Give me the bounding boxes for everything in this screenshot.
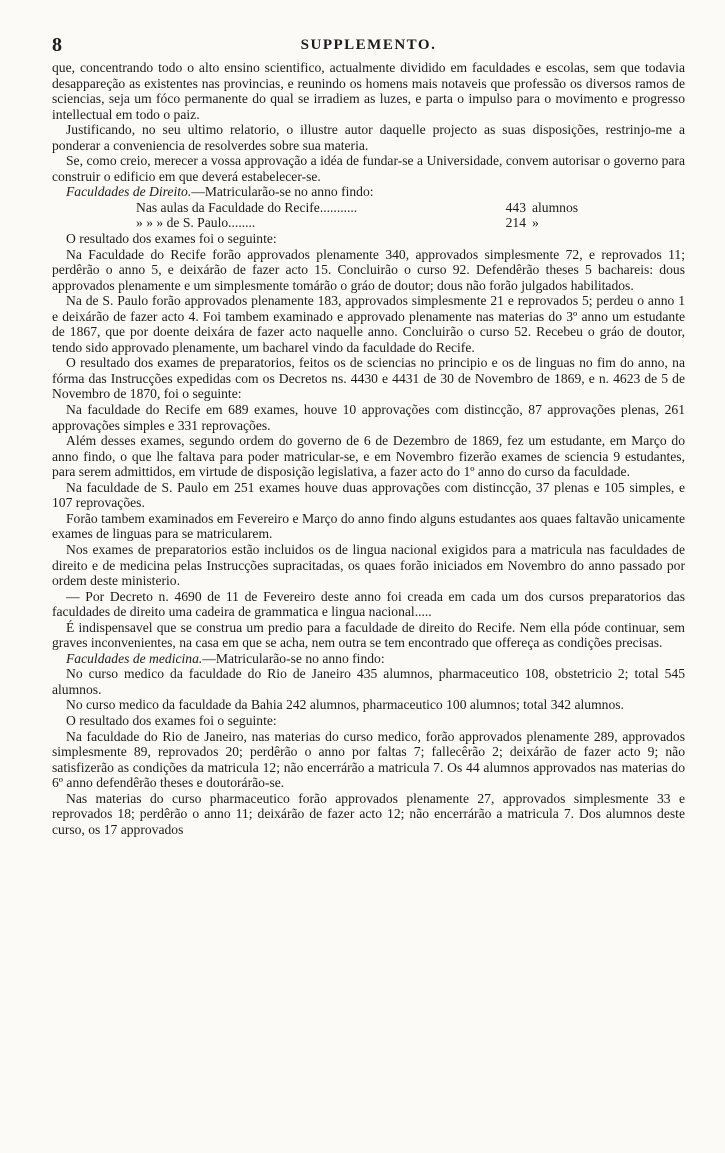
table-row	[136, 215, 578, 231]
enrollment-label: Nas aulas da Faculdade do Recife...........	[136, 199, 358, 215]
page-number: 8	[52, 34, 62, 56]
table-row	[136, 200, 578, 216]
paragraph: No curso medico da faculdade da Bahia 242 alumnos, pharmaceutico 100 alumnos; total 342 alumnos.	[66, 697, 624, 713]
paragraph: O resultado dos exames foi o seguinte:	[66, 712, 277, 728]
paragraph: Nos exames de preparatorios estão incluidos os de lingua nacional exigidos para a matricula nas faculdades de direito e de medicina pelas Instrucções supracitadas, os quaes forão iniciados em Novembro do anno passado por ordem deste ministerio.	[52, 541, 685, 589]
paragraph: — Por Decreto n. 4690 de 11 de Fevereiro deste anno foi creada em cada um dos cursos preparatorios das faculdades de direito uma cadeira de grammatica e lingua nacional.....	[52, 588, 685, 620]
enrollment-value: 214	[505, 215, 526, 231]
medicine-faculties-heading: Faculdades de medicina.	[66, 650, 203, 666]
running-title: SUPPLEMENTO.	[300, 37, 437, 53]
enrollment-table	[136, 200, 578, 231]
paragraph: Na Faculdade do Recife forão approvados plenamente 340, approvados simplesmente 72, e reprovados 11; perdêrão o anno 5, e deixárão de fazer acto 15. Concluirão o curso 92. Defendêrão theses 5 bachareis: dous approvados plenamente e um simplesmente tomárão o gráo de doutor; dous não forão julgados habilitados.	[52, 246, 685, 293]
paragraph: Se, como creio, merecer a vossa approvação a idéa de fundar-se a Universidade, convem autorisar o governo para construir o edificio em que deverá estabelecer-se.	[52, 153, 685, 184]
paragraph: Justificando, no seu ultimo relatorio, o illustre autor daquelle projecto as suas disposições, restrinjo-me a ponderar a conveniencia de resolverdes sobre sua materia.	[52, 122, 685, 153]
paragraph: Na faculdade do Rio de Janeiro, nas materias do curso medico, forão approvados plenamente 289, approvados simplesmente 89, reprovados 20; perdêrão o anno por faltas 7; fallecêrão 2; deixárão de fazer acto 9; não satisfizerão as condições da matricula 12; não encerrárão a matricula 7. Os 44 alumnos approvados nas materias do 6º anno defendêrão theses e doutorárão-se.	[52, 728, 685, 791]
enrollment-value: 443	[505, 199, 526, 215]
body-text	[52, 60, 685, 837]
medicine-faculties-intro: —Matricularão-se no anno findo:	[202, 650, 385, 666]
law-faculties-intro: —Matricularão-se no anno findo:	[191, 184, 374, 200]
paragraph: No curso medico da faculdade do Rio de Janeiro 435 alumnos, pharmaceutico 108, obstetricio 2; total 545 alumnos.	[52, 666, 685, 697]
paragraph: O resultado dos exames de preparatorios, feitos os de sciencias no principio e os de linguas no fim do anno, na fórma das Instrucções expedidas com os Decretos ns. 4430 e 4431 de 30 de Novembro de 1869, e n. 4623 de 5 de Novembro de 1870, foi o seguinte:	[52, 355, 685, 402]
law-faculties-paragraph	[52, 184, 685, 200]
law-faculties-heading: Faculdades de Direito.	[66, 184, 192, 200]
paragraph: Nas materias do curso pharmaceutico forão approvados plenamente 27, approvados simplesmente 33 e reprovados 18; perdêrão o anno 11; deixárão de fazer acto 12; não encerrárão a matricula 7. Dos alumnos deste curso, os 17 approvados	[52, 790, 685, 837]
paragraph: O resultado dos exames foi o seguinte:	[66, 231, 277, 247]
enrollment-unit: »	[532, 215, 539, 231]
enrollment-unit: alumnos	[532, 199, 579, 215]
paragraph: Na faculdade do Recife em 689 exames, houve 10 approvações com distincção, 87 approvações plenas, 261 approvações simples e 331 reprovações.	[52, 402, 685, 433]
paragraph: Forão tambem examinados em Fevereiro e Março do anno findo alguns estudantes aos quaes faltavão unicamente exames de linguas para se matricularem.	[52, 510, 685, 542]
paragraph: É indispensavel que se construa um predio para a faculdade de direito do Recife. Nem ella póde continuar, sem graves inconvenientes, na casa em que se acha, nem outra se tem encontrado que offereça as condições precisas.	[52, 619, 685, 651]
medicine-faculties-paragraph	[52, 651, 685, 667]
page-header	[52, 34, 685, 60]
paragraph: Além desses exames, segundo ordem do governo de 6 de Dezembro de 1869, fez um estudante, em Março do anno findo, o que lhe faltava para poder matricular-se, e em Novembro fizerão exames de sciencia 9 estudantes, para serem admittidos, em virtude de disposição legislativa, a fazer acto do 1º anno do curso da faculdade.	[52, 433, 685, 480]
paragraph: que, concentrando todo o alto ensino scientifico, actualmente dividido em faculdades e escolas, sem que todavia desappareção as existentes nas provincias, e reunindo os homens mais notaveis que professão os diversos ramos de sciencias, seja um fóco permanente do qual se irradiem as luzes, e parta o impulso para o movimento e progresso intellectual em todo o paiz.	[52, 60, 685, 122]
paragraph: Na de S. Paulo forão approvados plenamente 183, approvados simplesmente 21 e reprovados 5; perdeu o anno 1 e deixárão de fazer acto 4. Foi tambem examinado e approvado plenamente nas materias do 3º anno um estudante de 1867, que por doente deixára de fazer acto naquelle anno. Concluirão o curso 52. Recebeu o gráo de doutor, tendo sido approvado plenamente, um bacharel vindo da faculdade do Recife.	[52, 293, 685, 355]
paragraph: Na faculdade de S. Paulo em 251 exames houve duas approvações com distincção, 37 plenas e 105 simples, e 107 reprovações.	[52, 479, 685, 511]
enrollment-label: » » » de S. Paulo........	[136, 215, 256, 231]
